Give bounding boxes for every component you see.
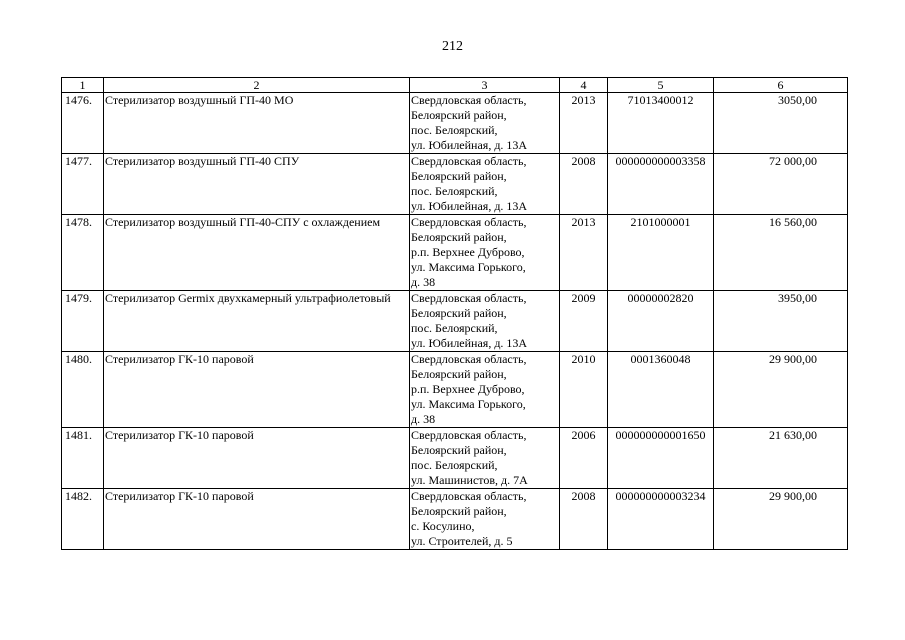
item-cost: 21 630,00	[714, 428, 848, 489]
table-row	[62, 154, 848, 215]
inventory-number: 2101000001	[608, 215, 714, 291]
address-line: Белоярский район,	[411, 108, 507, 122]
column-header-5: 5	[608, 78, 714, 93]
item-year: 2009	[560, 291, 608, 352]
header-row	[62, 78, 848, 93]
inventory-number: 0001360048	[608, 352, 714, 428]
item-name: Стерилизатор воздушный ГП-40 СПУ	[104, 154, 410, 215]
row-number: 1479.	[62, 291, 104, 352]
row-number: 1481.	[62, 428, 104, 489]
address-line: пос. Белоярский,	[411, 321, 498, 335]
item-name: Стерилизатор воздушный ГП-40 МО	[104, 93, 410, 154]
address-line: р.п. Верхнее Дуброво,	[411, 245, 525, 259]
property-table	[61, 77, 848, 550]
inventory-number: 000000000001650	[608, 428, 714, 489]
item-year: 2008	[560, 154, 608, 215]
address-line: Свердловская область,	[411, 93, 527, 107]
row-number: 1478.	[62, 215, 104, 291]
address-line: пос. Белоярский,	[411, 458, 498, 472]
row-number: 1482.	[62, 489, 104, 550]
column-header-2: 2	[104, 78, 410, 93]
item-year: 2010	[560, 352, 608, 428]
item-address	[410, 489, 560, 550]
item-year: 2008	[560, 489, 608, 550]
address-line: Белоярский район,	[411, 443, 507, 457]
item-name: Стерилизатор ГК-10 паровой	[104, 428, 410, 489]
item-cost: 72 000,00	[714, 154, 848, 215]
address-line: Свердловская область,	[411, 291, 527, 305]
address-line: Белоярский район,	[411, 306, 507, 320]
address-line: Белоярский район,	[411, 367, 507, 381]
address-line: ул. Машинистов, д. 7А	[411, 473, 528, 487]
row-number: 1477.	[62, 154, 104, 215]
table-row	[62, 489, 848, 550]
table-body	[62, 93, 848, 550]
address-line: ул. Юбилейная, д. 13А	[411, 336, 528, 350]
item-address	[410, 428, 560, 489]
column-header-6: 6	[714, 78, 848, 93]
item-address	[410, 93, 560, 154]
page-number: 212	[442, 39, 463, 54]
table-row	[62, 215, 848, 291]
address-line: Свердловская область,	[411, 352, 527, 366]
item-cost: 3950,00	[714, 291, 848, 352]
item-year: 2006	[560, 428, 608, 489]
inventory-number: 000000000003234	[608, 489, 714, 550]
address-line: д. 38	[411, 412, 436, 426]
item-cost: 29 900,00	[714, 352, 848, 428]
item-address	[410, 291, 560, 352]
address-line: пос. Белоярский,	[411, 184, 498, 198]
row-number: 1476.	[62, 93, 104, 154]
column-header-4: 4	[560, 78, 608, 93]
address-line: Белоярский район,	[411, 230, 507, 244]
item-name: Стерилизатор ГК-10 паровой	[104, 489, 410, 550]
column-header-1: 1	[62, 78, 104, 93]
item-name: Стерилизатор ГК-10 паровой	[104, 352, 410, 428]
address-line: р.п. Верхнее Дуброво,	[411, 382, 525, 396]
address-line: д. 38	[411, 275, 436, 289]
table-row	[62, 352, 848, 428]
address-line: с. Косулино,	[411, 519, 475, 533]
table-row	[62, 428, 848, 489]
item-cost: 16 560,00	[714, 215, 848, 291]
item-year: 2013	[560, 215, 608, 291]
inventory-number: 00000002820	[608, 291, 714, 352]
inventory-number: 000000000003358	[608, 154, 714, 215]
table-row	[62, 291, 848, 352]
address-line: Белоярский район,	[411, 504, 507, 518]
address-line: пос. Белоярский,	[411, 123, 498, 137]
table-row	[62, 93, 848, 154]
item-name: Стерилизатор воздушный ГП-40-СПУ с охлаждением	[104, 215, 410, 291]
item-cost: 3050,00	[714, 93, 848, 154]
address-line: ул. Строителей, д. 5	[411, 534, 513, 548]
row-number: 1480.	[62, 352, 104, 428]
address-line: Свердловская область,	[411, 154, 527, 168]
item-name: Стерилизатор Germix двухкамерный ультрафиолетовый	[104, 291, 410, 352]
item-address	[410, 215, 560, 291]
address-line: Белоярский район,	[411, 169, 507, 183]
item-address	[410, 154, 560, 215]
inventory-number: 71013400012	[608, 93, 714, 154]
address-line: ул. Юбилейная, д. 13А	[411, 199, 528, 213]
column-header-3: 3	[410, 78, 560, 93]
item-year: 2013	[560, 93, 608, 154]
address-line: ул. Максима Горького,	[411, 260, 526, 274]
address-line: Свердловская область,	[411, 428, 527, 442]
address-line: ул. Максима Горького,	[411, 397, 526, 411]
address-line: ул. Юбилейная, д. 13А	[411, 138, 528, 152]
address-line: Свердловская область,	[411, 489, 527, 503]
item-address	[410, 352, 560, 428]
address-line: Свердловская область,	[411, 215, 527, 229]
item-cost: 29 900,00	[714, 489, 848, 550]
